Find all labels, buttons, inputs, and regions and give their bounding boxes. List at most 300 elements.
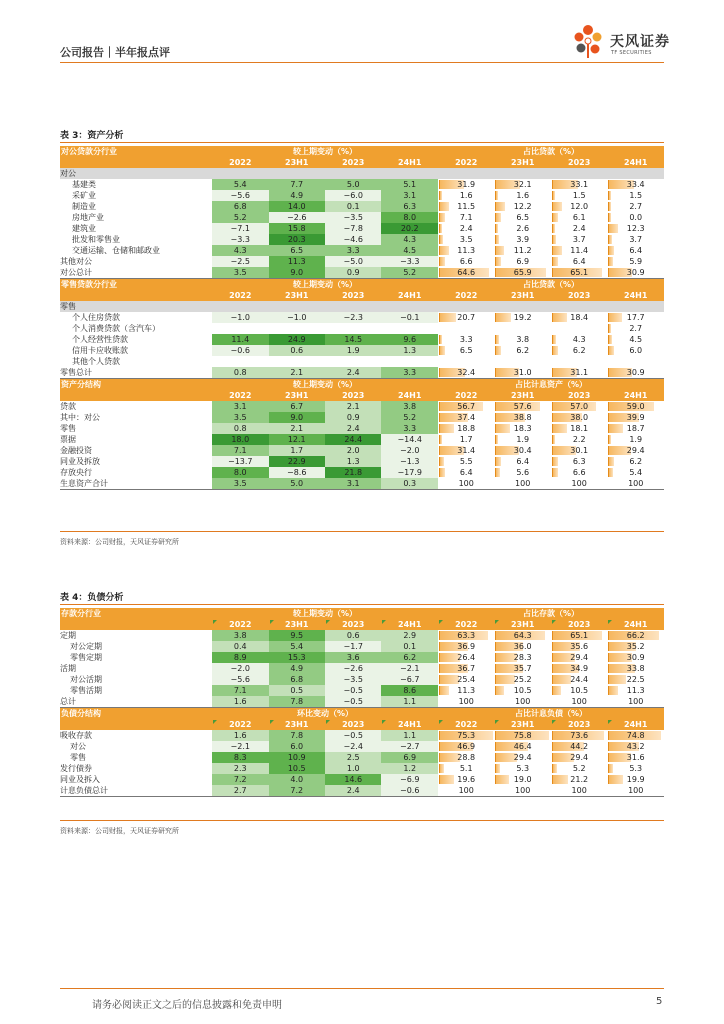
share-value: 6.2 [516, 346, 530, 355]
share-cell [438, 774, 494, 785]
share-bar [495, 346, 501, 355]
share-value: 34.9 [570, 664, 589, 673]
share-value: 5.6 [516, 468, 530, 477]
change-value: 15.3 [287, 653, 306, 662]
share-cell [438, 785, 494, 797]
share-bar [439, 775, 454, 784]
share-value: 100 [515, 697, 531, 706]
period-header: 2022 [212, 290, 268, 301]
share-value: 18.7 [626, 424, 645, 433]
share-cell [607, 412, 664, 423]
share-value: 3.3 [459, 335, 473, 344]
change-value: 24.4 [344, 435, 363, 444]
change-cell [325, 685, 381, 696]
share-bar [608, 191, 611, 200]
row-label: 对公定期 [70, 642, 102, 651]
change-value: 6.7 [290, 402, 304, 411]
change-cell [269, 179, 325, 190]
period-header-blank [60, 157, 212, 168]
change-cell [212, 696, 268, 708]
change-cell [269, 630, 325, 641]
change-value: 3.3 [403, 368, 417, 377]
change-cell [381, 223, 438, 234]
change-value: −3.3 [230, 235, 250, 244]
share-cell [551, 763, 607, 774]
share-value: 1.6 [516, 191, 530, 200]
share-value: 38.0 [570, 413, 589, 422]
share-cell [607, 223, 664, 234]
share-cell [607, 267, 664, 279]
change-value: 14.5 [344, 335, 363, 344]
share-cell [551, 774, 607, 785]
share-value: 73.6 [570, 731, 589, 740]
share-value: 5.3 [629, 764, 643, 773]
table-row [60, 774, 664, 785]
change-value: −1.0 [230, 313, 250, 322]
share-cell [494, 652, 550, 663]
change-cell [325, 179, 381, 190]
change-value: 7.7 [290, 180, 304, 189]
row-label: 票据 [60, 435, 76, 444]
change-cell [269, 467, 325, 478]
share-cell [551, 663, 607, 674]
row-label: 生息资产合计 [60, 478, 212, 490]
change-value: −0.6 [400, 786, 420, 795]
change-cell [212, 630, 268, 641]
table-row [60, 685, 664, 696]
change-cell [269, 334, 325, 345]
change-cell [325, 674, 381, 685]
share-value: 12.3 [626, 224, 645, 233]
change-cell [212, 323, 268, 334]
group-right-header: 占比贷款（%） [438, 146, 664, 157]
share-value: 2.7 [629, 324, 643, 333]
group-right-header: 占比贷款（%） [438, 279, 664, 291]
share-value: 11.3 [457, 686, 476, 695]
share-value: 22.5 [626, 675, 645, 684]
share-value: 2.2 [572, 435, 586, 444]
share-value: 35.6 [570, 642, 589, 651]
change-value: 9.5 [290, 631, 304, 640]
share-bar [608, 686, 618, 695]
table-row [60, 445, 664, 456]
period-header-row [60, 290, 664, 301]
table-row [60, 345, 664, 356]
change-cell [212, 256, 268, 267]
share-cell [438, 456, 494, 467]
share-bar [552, 335, 556, 344]
change-cell [381, 256, 438, 267]
change-cell [381, 763, 438, 774]
share-cell [551, 456, 607, 467]
table-row [60, 256, 664, 267]
change-cell [212, 179, 268, 190]
share-cell [551, 212, 607, 223]
share-cell [607, 478, 664, 490]
share-cell [438, 223, 494, 234]
change-cell [381, 212, 438, 223]
share-value: 1.5 [572, 191, 586, 200]
change-value: −2.7 [400, 742, 420, 751]
table-row [60, 630, 664, 641]
share-value: 35.2 [626, 642, 645, 651]
row-label: 对公 [60, 168, 212, 179]
change-value: 11.3 [287, 257, 306, 266]
table-row [60, 356, 664, 367]
row-label: 信用卡应收账款 [72, 346, 128, 355]
share-bar [552, 435, 555, 444]
change-value: 3.5 [233, 268, 247, 277]
change-value: 9.0 [290, 268, 304, 277]
share-value: 66.2 [626, 631, 645, 640]
period-header: 2023 [325, 390, 381, 401]
change-cell [269, 345, 325, 356]
change-value: 2.1 [290, 424, 304, 433]
share-value: 35.7 [513, 664, 532, 673]
section-header-row [60, 279, 664, 291]
row-label: 个人经营性贷款 [72, 335, 128, 344]
change-value: −17.9 [397, 468, 422, 477]
table-row [60, 674, 664, 685]
share-value: 33.4 [626, 180, 645, 189]
share-cell [494, 730, 550, 741]
share-value: 44.2 [570, 742, 589, 751]
share-value: 3.7 [629, 235, 643, 244]
share-value: 20.7 [457, 313, 476, 322]
period-header: 23H1 [494, 390, 550, 401]
brand-logo [570, 22, 680, 62]
change-value: 22.9 [287, 457, 306, 466]
change-cell [381, 312, 438, 323]
change-value: 3.8 [403, 402, 417, 411]
share-value: 3.7 [572, 235, 586, 244]
share-value: 57.0 [570, 402, 589, 411]
change-cell [325, 741, 381, 752]
share-value: 12.0 [570, 202, 589, 211]
row-label: 个人住房贷款 [72, 313, 120, 322]
table-row [60, 696, 664, 708]
change-value: −4.6 [343, 235, 363, 244]
period-header: 2022 [212, 619, 268, 630]
row-label: 制造业 [72, 202, 96, 211]
change-cell [212, 245, 268, 256]
change-value: 4.0 [290, 775, 304, 784]
share-value: 36.0 [513, 642, 532, 651]
share-cell [494, 467, 550, 478]
table-row [60, 334, 664, 345]
change-value: 0.9 [346, 268, 360, 277]
share-value: 100 [515, 786, 531, 795]
share-bar [495, 224, 498, 233]
share-value: 39.9 [626, 413, 645, 422]
table-row [60, 312, 664, 323]
share-cell [494, 641, 550, 652]
change-cell [269, 774, 325, 785]
change-cell [269, 478, 325, 490]
change-value: −0.5 [343, 686, 363, 695]
table-row [60, 741, 664, 752]
share-value: 100 [571, 479, 587, 488]
share-value: 18.4 [570, 313, 589, 322]
change-value: 5.1 [403, 180, 417, 189]
table-row [60, 763, 664, 774]
change-cell [269, 663, 325, 674]
change-value: 6.5 [290, 246, 304, 255]
share-cell [494, 685, 550, 696]
share-cell [551, 685, 607, 696]
share-value: 31.6 [626, 753, 645, 762]
change-cell [212, 223, 268, 234]
row-label: 其他对公 [60, 257, 92, 266]
share-value: 5.9 [629, 257, 643, 266]
share-bar [439, 213, 445, 222]
share-cell [494, 401, 550, 412]
change-cell [269, 223, 325, 234]
share-cell [607, 323, 664, 334]
share-value: 59.0 [626, 402, 645, 411]
page-number: 5 [656, 996, 663, 1007]
share-cell [607, 630, 664, 641]
change-value: −1.0 [287, 313, 307, 322]
change-value: 2.4 [346, 786, 360, 795]
row-label: 存放央行 [60, 468, 92, 477]
change-value: 6.2 [403, 653, 417, 662]
change-cell [325, 223, 381, 234]
change-cell [269, 674, 325, 685]
share-value: 65.1 [570, 268, 589, 277]
share-bar [439, 468, 445, 477]
period-header: 2023 [325, 290, 381, 301]
change-cell [325, 345, 381, 356]
share-value: 5.5 [459, 457, 473, 466]
period-header: 2023 [551, 157, 607, 168]
row-label: 金融投资 [60, 446, 92, 455]
share-value: 100 [571, 786, 587, 795]
change-value: 2.3 [233, 764, 247, 773]
change-cell [381, 412, 438, 423]
share-cell [551, 785, 607, 797]
share-cell [607, 674, 664, 685]
share-value: 100 [458, 479, 474, 488]
share-cell [551, 190, 607, 201]
share-cell [494, 190, 550, 201]
change-cell [381, 190, 438, 201]
share-value: 6.4 [572, 257, 586, 266]
change-value: 2.9 [403, 631, 417, 640]
row-label: 总计 [60, 696, 212, 708]
change-cell [325, 467, 381, 478]
share-value: 31.9 [457, 180, 476, 189]
share-bar [552, 202, 562, 211]
share-value: 31.4 [457, 446, 476, 455]
share-cell [551, 412, 607, 423]
share-value: 18.8 [457, 424, 476, 433]
row-label: 其他个人贷款 [72, 357, 120, 366]
change-value: 0.3 [403, 479, 417, 488]
share-bar [608, 324, 611, 333]
change-cell [269, 356, 325, 367]
change-value: 0.9 [346, 413, 360, 422]
table-row [60, 367, 664, 379]
change-value: 8.3 [233, 753, 247, 762]
change-cell [212, 345, 268, 356]
share-value: 100 [458, 697, 474, 706]
section-header-row [60, 608, 664, 619]
table4-title: 表 4：负债分析 [60, 593, 124, 603]
change-value: −13.7 [228, 457, 253, 466]
change-cell [381, 741, 438, 752]
share-value: 6.5 [516, 213, 530, 222]
row-label: 建筑业 [72, 224, 96, 233]
share-cell [494, 478, 550, 490]
change-cell [269, 301, 325, 312]
share-bar [552, 213, 558, 222]
row-label: 对公 [70, 742, 86, 751]
period-header: 23H1 [269, 157, 325, 168]
change-value: 0.5 [290, 686, 304, 695]
period-header: 2022 [438, 719, 494, 730]
change-value: 24.9 [287, 335, 306, 344]
share-cell [494, 334, 550, 345]
share-bar [608, 235, 612, 244]
change-value: 4.9 [290, 191, 304, 200]
change-cell [381, 423, 438, 434]
share-value: 6.3 [572, 457, 586, 466]
share-cell [551, 674, 607, 685]
change-cell [212, 312, 268, 323]
change-cell [269, 201, 325, 212]
change-value: 7.1 [233, 446, 247, 455]
change-value: −0.1 [400, 313, 420, 322]
change-cell [381, 434, 438, 445]
share-cell [438, 256, 494, 267]
period-header: 24H1 [607, 157, 664, 168]
share-cell [551, 267, 607, 279]
change-cell [381, 674, 438, 685]
share-bar [608, 346, 614, 355]
period-header: 2023 [325, 157, 381, 168]
share-cell [551, 434, 607, 445]
change-cell [269, 456, 325, 467]
change-cell [212, 685, 268, 696]
change-cell [269, 312, 325, 323]
share-cell [607, 168, 664, 179]
period-header-blank [60, 619, 212, 630]
section-name: 存款分行业 [60, 608, 212, 619]
row-label: 活期 [60, 664, 76, 673]
share-value: 6.4 [459, 468, 473, 477]
liability-analysis-table [60, 608, 664, 797]
share-cell [438, 752, 494, 763]
share-bar [608, 246, 614, 255]
change-cell [381, 652, 438, 663]
change-value: 4.5 [403, 246, 417, 255]
change-cell [269, 785, 325, 797]
share-cell [607, 190, 664, 201]
share-cell [494, 323, 550, 334]
share-value: 25.2 [513, 675, 532, 684]
group-right-header: 占比计息负债（%） [438, 708, 664, 720]
change-cell [325, 763, 381, 774]
period-header: 2023 [551, 719, 607, 730]
report-type: 公司报告｜半年报点评 [60, 46, 170, 59]
table-row [60, 456, 664, 467]
change-value: 2.4 [346, 368, 360, 377]
share-cell [438, 301, 494, 312]
share-value: 2.6 [516, 224, 530, 233]
change-cell [212, 785, 268, 797]
share-value: 36.9 [457, 642, 476, 651]
change-cell [381, 356, 438, 367]
change-cell [381, 685, 438, 696]
share-value: 64.6 [457, 268, 476, 277]
change-cell [212, 741, 268, 752]
share-value: 46.4 [513, 742, 532, 751]
share-bar [495, 235, 499, 244]
change-value: 1.6 [233, 697, 247, 706]
brand-en: TF SECURITIES [611, 50, 652, 56]
share-value: 100 [458, 786, 474, 795]
share-cell [438, 641, 494, 652]
change-cell [212, 168, 268, 179]
share-value: 63.3 [457, 631, 476, 640]
change-value: 7.2 [290, 786, 304, 795]
change-value: 14.0 [287, 202, 306, 211]
change-value: 3.8 [233, 631, 247, 640]
share-bar [608, 202, 611, 211]
share-value: 3.9 [516, 235, 530, 244]
share-cell [494, 434, 550, 445]
change-cell [325, 256, 381, 267]
share-cell [438, 267, 494, 279]
change-value: 21.8 [344, 468, 363, 477]
change-value: −6.0 [343, 191, 363, 200]
change-cell [325, 234, 381, 245]
change-cell [325, 201, 381, 212]
change-cell [325, 245, 381, 256]
share-value: 29.4 [570, 753, 589, 762]
change-value: −5.6 [230, 675, 250, 684]
row-label: 发行债券 [60, 764, 92, 773]
share-bar [439, 202, 449, 211]
change-value: −14.4 [397, 435, 422, 444]
period-header: 2023 [551, 290, 607, 301]
share-cell [607, 345, 664, 356]
change-cell [212, 478, 268, 490]
share-value: 6.6 [572, 468, 586, 477]
change-value: −7.1 [230, 224, 250, 233]
share-value: 33.8 [626, 664, 645, 673]
table-row [60, 730, 664, 741]
table-row [60, 467, 664, 478]
change-value: −8.6 [287, 468, 307, 477]
period-header-blank [60, 719, 212, 730]
change-cell [381, 752, 438, 763]
change-value: 7.2 [233, 775, 247, 784]
change-value: 7.8 [290, 697, 304, 706]
share-value: 100 [628, 786, 644, 795]
change-value: 18.0 [231, 435, 250, 444]
share-bar [439, 313, 456, 322]
change-cell [269, 445, 325, 456]
period-header: 23H1 [494, 619, 550, 630]
row-label: 房地产业 [72, 213, 104, 222]
change-cell [269, 323, 325, 334]
change-cell [381, 730, 438, 741]
period-header: 23H1 [494, 719, 550, 730]
change-cell [269, 423, 325, 434]
share-value: 100 [515, 479, 531, 488]
